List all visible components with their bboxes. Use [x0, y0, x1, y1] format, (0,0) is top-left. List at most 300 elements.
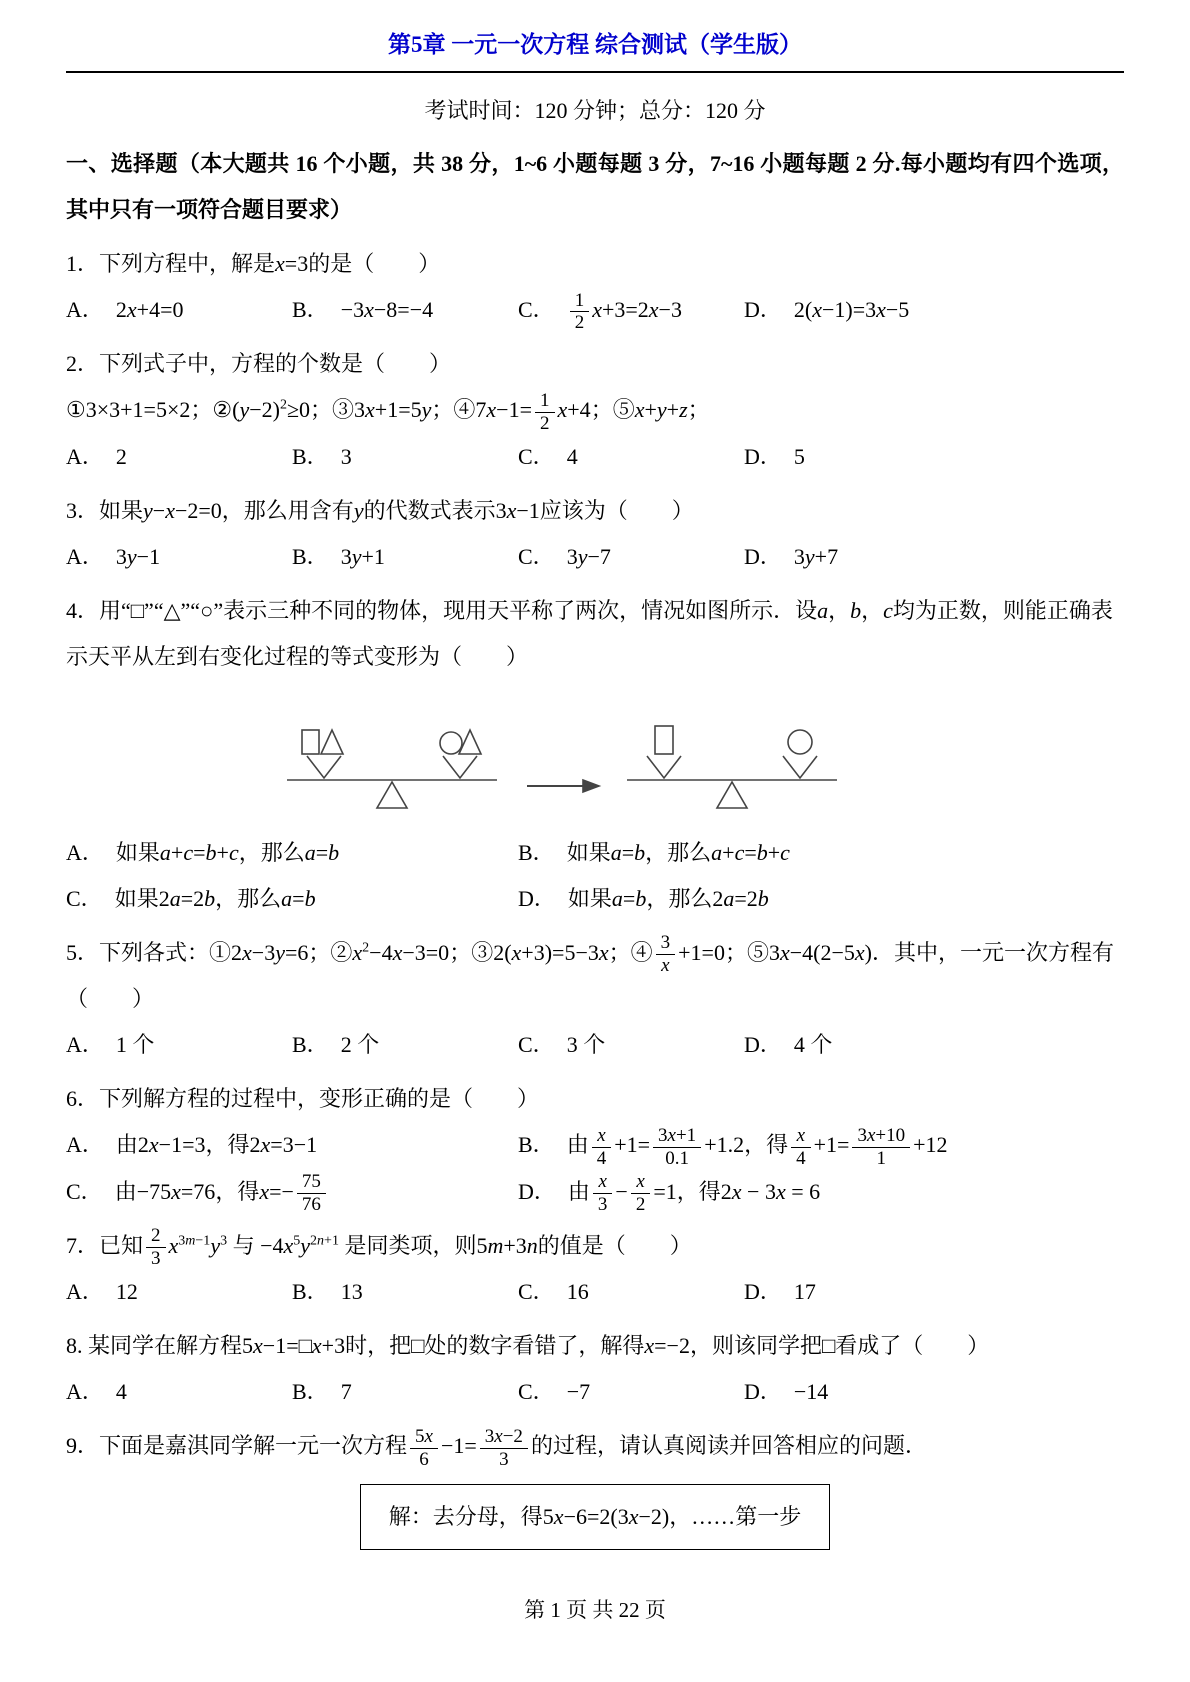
option-content — [567, 1171, 821, 1216]
math-run: 3 — [499, 1448, 509, 1470]
question-3-option-b — [292, 534, 518, 580]
option-label: B． — [292, 1279, 329, 1305]
option-content — [116, 297, 184, 322]
title-divider — [66, 71, 1124, 73]
option-label: B． — [292, 1032, 329, 1058]
option-content — [567, 840, 790, 865]
math-run: x=−2 — [644, 1333, 690, 1359]
option-content — [794, 1279, 816, 1304]
text-run: ，那么用含有 — [221, 497, 354, 523]
text-run: 6．下列解方程的过程中，变形正确的是（ ） — [66, 1086, 540, 1112]
text-run: ，得 — [215, 1178, 260, 1204]
text-run: 13 — [340, 1279, 363, 1305]
text-run: 3 — [340, 443, 352, 469]
math-run: 2a=2b — [712, 885, 769, 911]
section-header: 一、选择题（本大题共 16 个小题，共 38 分，1~6 小题每题 3 分，7~16 小题每题 2 分.每小题均有四个选项，其中只有一项符合题目要求） — [66, 151, 1124, 222]
question-1-option-c — [518, 287, 744, 333]
math-run: 4 — [596, 1147, 607, 1169]
option-content — [114, 1171, 329, 1216]
math-run: 2x − 3x = 6 — [720, 1178, 821, 1204]
question-1-options — [66, 287, 1124, 333]
option-label: A． — [66, 1279, 104, 1305]
fraction — [653, 1126, 701, 1169]
math-run: +1= — [813, 1132, 850, 1158]
page-footer — [66, 1594, 1124, 1624]
option-content — [116, 1032, 155, 1057]
question-1 — [66, 241, 1124, 333]
math-run: x — [168, 1232, 179, 1258]
math-run: 3x+1 — [653, 1126, 701, 1148]
math-run: x=3 — [275, 251, 309, 276]
math-run: a+c=b+c — [711, 839, 790, 865]
math-run: 2(x+3)=5−3x — [493, 939, 609, 965]
math-run: 5x−6=2(3x−2) — [542, 1503, 670, 1529]
question-8-options — [66, 1369, 1124, 1415]
math-run: a=b — [281, 885, 316, 911]
option-content — [567, 1032, 606, 1057]
math-run: 2x−1=3 — [137, 1132, 206, 1158]
math-run: 0.1 — [665, 1147, 689, 1169]
text-run: ；② — [190, 397, 233, 423]
question-8-option-a — [66, 1369, 292, 1415]
text-run: 8. 某同学在解方程 — [66, 1333, 243, 1359]
solution-step-text — [389, 1504, 801, 1529]
option-label: D． — [518, 885, 556, 911]
text-run: 的代数式表示 — [363, 497, 496, 523]
option-content — [116, 444, 127, 469]
question-6-options — [66, 1122, 1124, 1215]
math-run: −14 — [793, 1379, 829, 1405]
option-label: A． — [66, 443, 104, 469]
fraction — [631, 1172, 651, 1215]
question-4-option-a — [66, 830, 518, 876]
question-3-stem — [66, 488, 1124, 534]
math-run: 3 — [597, 1194, 608, 1216]
option-content — [116, 840, 339, 865]
math-run: ≥0 — [286, 397, 311, 423]
question-3-option-d — [744, 534, 1124, 580]
math-run: x — [631, 1172, 651, 1194]
question-4-option-b — [518, 830, 1124, 876]
text-run: 是同类项，则 — [338, 1232, 477, 1258]
math-run: 3×3+1=5×2 — [85, 397, 191, 423]
question-7-option-b — [292, 1269, 518, 1315]
text-run: 17 — [793, 1279, 816, 1305]
exam-info: 考试时间：120 分钟；总分：120 分 — [424, 98, 766, 123]
option-label: A． — [66, 1032, 104, 1058]
text-run: 均为正数，则能正确表示天平从左到右变化过程的等式变形为（ ） — [66, 597, 1113, 669]
option-label: D． — [744, 297, 782, 322]
option-content — [116, 1132, 317, 1157]
option-label: B． — [292, 443, 329, 469]
math-run: 4 — [796, 1147, 806, 1169]
math-run: −1= — [440, 1433, 477, 1459]
option-label: C． — [518, 1279, 555, 1305]
text-run: ， — [861, 597, 884, 623]
question-2-option-a — [66, 434, 292, 480]
math-run: +1=0 — [678, 939, 725, 965]
question-7-option-d — [744, 1269, 1124, 1315]
text-run: ，那么 — [646, 885, 713, 911]
math-run: x — [592, 1126, 612, 1148]
math-run: 3x−1 — [495, 497, 540, 523]
math-run: +12 — [913, 1132, 948, 1158]
text-run: 与 — [227, 1232, 261, 1258]
question-4-stem — [66, 588, 1124, 680]
math-run: 3x+10 — [852, 1126, 910, 1148]
text-run: 2 个 — [340, 1032, 380, 1058]
text-run: ．其中，一元一次方程有（ ） — [66, 939, 1114, 1012]
question-3-option-a — [66, 534, 292, 580]
math-run: 5 — [293, 1233, 301, 1249]
question-8-option-b — [292, 1369, 518, 1415]
text-run: 3．如果 — [66, 497, 144, 523]
text-run: 2 — [115, 443, 127, 469]
math-run: 3x−2 — [480, 1427, 528, 1449]
question-7-option-c — [518, 1269, 744, 1315]
math-run: x — [352, 939, 363, 965]
option-content — [567, 1279, 589, 1304]
document-title: 第5章 一元一次方程 综合测试（学生版） — [388, 32, 802, 57]
question-5-option-a — [66, 1022, 292, 1068]
question-7 — [66, 1223, 1124, 1315]
option-label: A． — [66, 839, 104, 865]
question-3-option-c — [518, 534, 744, 580]
option-content — [567, 289, 682, 334]
question-1-option-b — [292, 287, 518, 333]
text-run: ； — [687, 397, 710, 423]
option-label: C． — [66, 885, 103, 911]
superscript — [178, 1234, 210, 1249]
math-run: 2x+4=0 — [115, 297, 184, 322]
math-run: −4x — [260, 1232, 294, 1258]
math-run: 6 — [419, 1448, 429, 1470]
math-run: x=− — [259, 1178, 294, 1204]
text-run: ，得 — [676, 1178, 721, 1204]
text-run: 5 — [793, 443, 805, 469]
question-5-options — [66, 1022, 1124, 1068]
text-run: 16 — [566, 1279, 589, 1305]
text-run: 如果 — [567, 885, 612, 911]
option-content — [341, 1032, 380, 1057]
superscript — [280, 398, 287, 413]
text-run: 由 — [567, 1178, 590, 1204]
text-run: 4 — [566, 443, 578, 469]
option-content — [341, 297, 433, 322]
question-6-option-c — [66, 1169, 518, 1215]
text-run: 4 个 — [793, 1032, 833, 1058]
fraction — [592, 1126, 612, 1169]
question-2-options — [66, 434, 1124, 480]
math-run: 2 — [635, 1194, 646, 1216]
math-run: 75 — [297, 1172, 326, 1194]
fraction — [656, 933, 676, 976]
option-label: C． — [66, 1178, 103, 1204]
question-2-expressions — [66, 387, 1124, 433]
math-run: 3x−4(2−5x) — [768, 939, 872, 965]
math-run: 5x — [410, 1427, 438, 1449]
option-content — [115, 886, 316, 911]
fraction — [535, 391, 555, 434]
math-run: 2(x−1)=3x−5 — [793, 297, 910, 322]
option-content — [116, 1379, 127, 1404]
text-run: ① — [66, 397, 86, 423]
option-content — [116, 1279, 138, 1304]
math-run: (y−2) — [232, 397, 280, 423]
question-6-option-d — [518, 1169, 1124, 1215]
option-label: D． — [744, 1279, 782, 1305]
math-run: y−x−2=0 — [143, 497, 222, 523]
text-run: 4．用“□”“△”“○”表示三种不同的物体，现用天平称了两次，情况如图所示．设 — [66, 597, 818, 623]
question-4-option-c — [66, 876, 518, 922]
text-run: 1 个 — [115, 1032, 155, 1058]
math-run: 3y−1 — [115, 543, 161, 569]
question-7-stem — [66, 1223, 1124, 1269]
question-9-stem — [66, 1423, 1124, 1469]
question-4-option-d — [518, 876, 1124, 922]
math-run: 2 — [574, 312, 585, 334]
math-run: 3 — [656, 933, 676, 955]
text-run: 2．下列式子中，方程的个数是（ ） — [66, 351, 452, 377]
math-run: x — [661, 955, 670, 977]
math-run: 3 — [220, 1233, 228, 1249]
option-label: D． — [744, 443, 782, 469]
question-6-option-b — [518, 1122, 1124, 1168]
option-content — [794, 544, 838, 569]
option-content — [794, 297, 909, 322]
solution-step-box — [360, 1484, 830, 1550]
question-2-option-c — [518, 434, 744, 480]
option-label: B． — [292, 543, 329, 569]
math-run: a=b — [611, 885, 647, 911]
math-run: x+3=2x−3 — [592, 297, 682, 322]
math-run: 3 — [151, 1248, 161, 1270]
text-run: 由 — [566, 1132, 589, 1158]
math-run: 1 — [570, 291, 590, 313]
option-label: A． — [66, 1132, 104, 1158]
math-run: 2x−3y=6 — [231, 939, 309, 965]
math-run: 2 — [362, 940, 370, 956]
math-run: 3y−7 — [566, 543, 611, 569]
math-run: c — [883, 597, 893, 623]
option-content — [568, 886, 769, 911]
option-content — [567, 444, 578, 469]
math-run: 3y+1 — [340, 543, 385, 569]
fraction — [570, 291, 590, 334]
question-3-options — [66, 534, 1124, 580]
math-run: 5m+3n — [476, 1232, 538, 1258]
text-run: ，得 — [744, 1132, 789, 1158]
math-run: 76 — [301, 1194, 321, 1216]
option-content — [341, 1279, 363, 1304]
text-run: ；④ — [431, 397, 476, 423]
math-run: 7x−1= — [475, 397, 532, 423]
math-run: −7 — [566, 1379, 591, 1405]
math-run: a=b — [610, 839, 646, 865]
option-label: C． — [518, 1032, 555, 1058]
question-8 — [66, 1323, 1124, 1415]
math-run: 3x+1=5y — [354, 397, 432, 423]
fraction — [852, 1126, 910, 1169]
option-content — [116, 544, 160, 569]
text-run: ， — [828, 597, 851, 623]
text-run: 7．已知 — [66, 1232, 144, 1258]
math-run: − — [615, 1178, 628, 1204]
option-content — [341, 444, 352, 469]
superscript — [310, 1234, 339, 1249]
question-5-option-c — [518, 1022, 744, 1068]
math-run: 2n+1 — [310, 1233, 339, 1249]
page-number: 第 1 页 共 22 页 — [524, 1597, 666, 1622]
option-content — [566, 1124, 948, 1169]
math-run: 3y+7 — [793, 543, 839, 569]
option-label: D． — [744, 1032, 782, 1058]
option-content — [567, 544, 611, 569]
math-run: a+c=b+c — [159, 839, 239, 865]
math-run: y — [210, 1232, 221, 1258]
text-run: ，那么 — [215, 885, 282, 911]
text-run: ；④ — [608, 939, 653, 965]
option-content — [794, 1032, 833, 1057]
balance-figure — [66, 694, 1124, 822]
math-run: 2 — [146, 1226, 166, 1248]
option-label: C． — [518, 297, 555, 322]
question-7-option-a — [66, 1269, 292, 1315]
text-run: 3 个 — [566, 1032, 606, 1058]
text-run: 应该为（ ） — [539, 497, 694, 523]
balance-scales-svg — [275, 694, 915, 816]
option-content — [341, 1379, 352, 1404]
math-run: y — [300, 1232, 311, 1258]
math-run: x — [593, 1172, 613, 1194]
text-run: ，则该同学把□看成了（ ） — [689, 1333, 990, 1359]
text-run: ，……第一步 — [669, 1503, 802, 1529]
math-run: a — [817, 597, 829, 623]
math-run: 1 — [535, 391, 555, 413]
math-run: −3x−8=−4 — [340, 297, 434, 322]
question-8-option-d — [744, 1369, 1124, 1415]
text-run: ，那么 — [238, 839, 305, 865]
text-run: 5．下列各式：① — [66, 939, 232, 965]
text-run: ，得 — [205, 1132, 250, 1158]
fraction — [480, 1427, 528, 1470]
fraction — [410, 1427, 438, 1470]
math-run: 2x=3−1 — [249, 1132, 318, 1158]
question-5-option-d — [744, 1022, 1124, 1068]
math-run: −75x=76 — [136, 1178, 216, 1204]
option-label: D． — [518, 1178, 556, 1204]
math-run: +1= — [614, 1132, 651, 1158]
question-2-stem — [66, 341, 1124, 387]
math-run: 2a=2b — [158, 885, 216, 911]
math-run: x+y+z — [634, 397, 688, 423]
math-run: 2 — [540, 412, 550, 434]
question-4-options — [66, 830, 1124, 922]
option-label: B． — [518, 1132, 555, 1158]
question-7-options — [66, 1269, 1124, 1315]
text-run: 9．下面是嘉淇同学解一元一次方程 — [66, 1433, 408, 1459]
math-run: 2 — [279, 398, 287, 414]
fraction — [146, 1226, 166, 1269]
question-8-stem — [66, 1323, 1124, 1369]
text-run: 如果 — [566, 839, 611, 865]
math-run: 1 — [876, 1147, 887, 1169]
question-1-stem — [66, 241, 1124, 287]
question-6-stem — [66, 1076, 1124, 1122]
option-label: B． — [292, 297, 329, 322]
question-6 — [66, 1076, 1124, 1215]
question-1-option-a — [66, 287, 292, 333]
question-5-option-b — [292, 1022, 518, 1068]
math-run: y — [353, 497, 364, 523]
question-5-stem — [66, 930, 1124, 1022]
fraction — [791, 1126, 811, 1169]
question-3 — [66, 488, 1124, 580]
option-label: B． — [292, 1379, 329, 1405]
option-content — [341, 544, 385, 569]
text-run: ；⑤ — [590, 397, 635, 423]
math-run: 3m−1 — [178, 1233, 211, 1249]
question-2-option-d — [744, 434, 1124, 480]
option-label: D． — [744, 1379, 782, 1405]
text-run: ；② — [308, 939, 353, 965]
text-run: 的值是（ ） — [537, 1232, 692, 1258]
text-run: ，那么 — [645, 839, 712, 865]
question-5 — [66, 930, 1124, 1068]
option-content — [794, 1379, 828, 1404]
text-run: 1．下列方程中，解是 — [66, 251, 276, 276]
option-label: D． — [744, 543, 782, 569]
text-run: 由 — [114, 1178, 137, 1204]
text-run: 由 — [115, 1132, 138, 1158]
option-label: A． — [66, 297, 104, 322]
option-label: A． — [66, 543, 104, 569]
text-run: 4 — [115, 1379, 127, 1405]
option-label: B． — [518, 839, 555, 865]
text-run: 12 — [115, 1279, 138, 1305]
text-run: 7 — [340, 1379, 352, 1405]
question-4 — [66, 588, 1124, 922]
text-run: ；⑤ — [724, 939, 769, 965]
question-9 — [66, 1423, 1124, 1549]
fraction — [593, 1172, 613, 1215]
text-run: 的过程，请认真阅读并回答相应的问题． — [530, 1433, 927, 1459]
text-run: 如果 — [115, 839, 160, 865]
question-8-option-c — [518, 1369, 744, 1415]
option-label: C． — [518, 1379, 555, 1405]
option-content — [794, 444, 805, 469]
question-2-option-b — [292, 434, 518, 480]
option-label: A． — [66, 1379, 104, 1405]
text-run: 解：去分母，得 — [388, 1503, 543, 1529]
option-content — [567, 1379, 590, 1404]
math-run: x+4 — [557, 397, 591, 423]
question-1-option-d — [744, 287, 1124, 333]
option-label: C． — [518, 543, 555, 569]
math-run: +1.2 — [704, 1132, 745, 1158]
fraction — [297, 1172, 326, 1215]
math-run: =1 — [653, 1178, 677, 1204]
question-2 — [66, 341, 1124, 479]
text-run: 的是（ ） — [308, 251, 441, 276]
question-6-option-a — [66, 1122, 518, 1168]
option-label: C． — [518, 443, 555, 469]
text-run: ；③ — [449, 939, 494, 965]
math-run: x — [791, 1126, 811, 1148]
text-run: 时，把□处的数字看错了，解得 — [345, 1333, 645, 1359]
text-run: ；③ — [310, 397, 355, 423]
math-run: b — [850, 597, 862, 623]
